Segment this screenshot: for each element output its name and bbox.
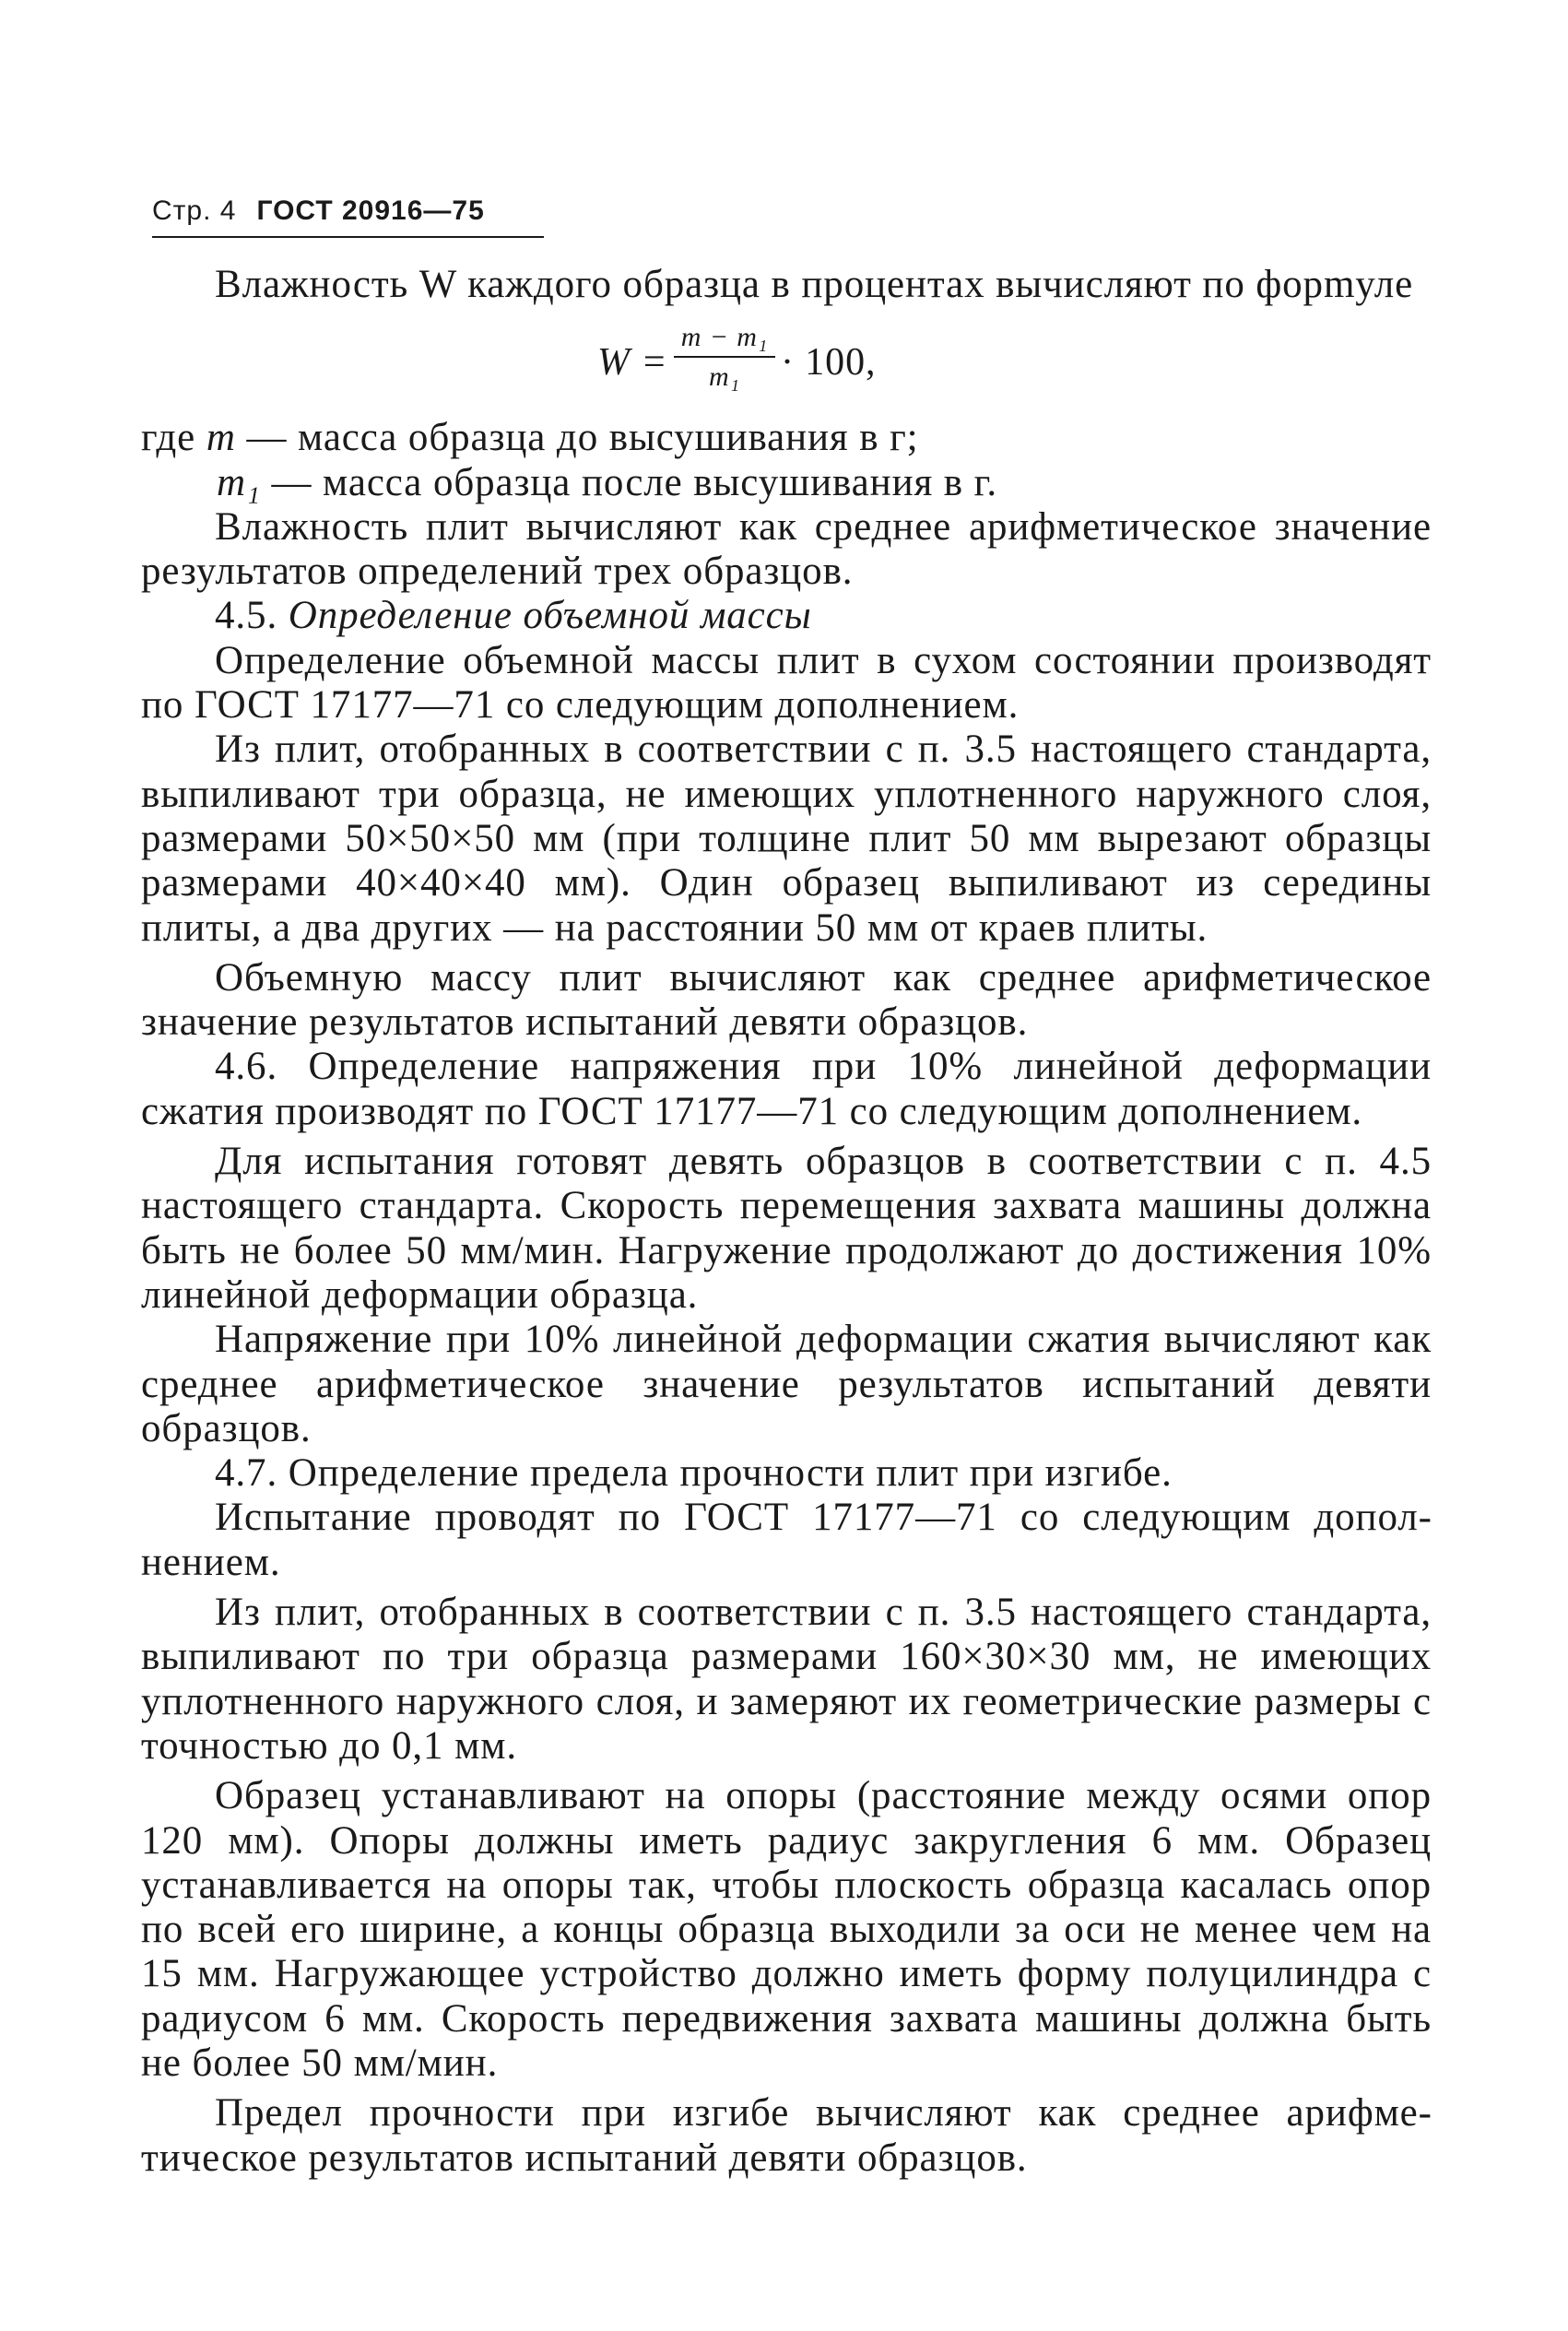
paragraph-density-method: Определение объемной массы плит в сухом состоянии производят по ГОСТ 17177—71 со следующим дополнением. <box>141 638 1432 728</box>
paragraph-density-average: Объемную массу плит вычисляют как среднее арифметическое значение результатов испытаний девяти образцов. <box>141 955 1432 1045</box>
section-4-5-number: 4.5. <box>215 594 278 638</box>
body-text <box>141 263 1432 2181</box>
variable-m: m <box>206 416 236 460</box>
paragraph-density-samples: Из плит, отобранных в соответствии с п. 3.5 настоящего стандарта, выпиливают три образца, не имеющих уплотненного наружного слоя, размерами 50×50×50 мм (при толщине плит 50 мм вырезают образцы размерами 40×40×40 мм). Один образец выпиливают из середины плиты, а два других — на расстоянии 50 мм от краев плиты. <box>141 728 1432 950</box>
paragraph-compression-test: Для испытания готовят девять образцов в соответствии с п. 4.5 настоящего стандарта. Скорость перемещения захвата машины должна быть не более 50 мм/мин. Нагружение продолжают до достижения 10% линейной деформации образца. <box>141 1140 1432 1317</box>
fraction-bar <box>674 356 775 358</box>
paragraph-bending-method: Испытание проводят по ГОСТ 17177—71 со следующим дополнением. <box>141 1496 1432 1584</box>
paragraph-bending-setup: Образец устанавливают на опоры (расстояние между осями опор 120 мм). Опоры должны иметь радиус закругления 6 мм. Образец устанавливается на опоры так, чтобы плоскость образца касалась опор по всей его ширине, а концы образца выходили за оси не менее чем на 15 мм. Нагружающее устройство должно иметь форму полуцилиндра с радиусом 6 мм. Скорость передвижения захвата машины должна быть не более 50 мм/мин. <box>141 1774 1432 2085</box>
section-4-7-heading: 4.7. Определение предела прочности плит при изгибе. <box>215 1451 1173 1496</box>
definition-m <box>141 416 1432 460</box>
header-rule <box>152 236 544 238</box>
paragraph-bending-samples: Из плит, отобранных в соответствии с п. 3.5 настоящего стандарта, выпиливают по три образца размерами 160×30×30 мм, не имеющих уплотненного наружного слоя, и замеряют их геометрические размеры с точностью до 0,1 мм. <box>141 1591 1432 1768</box>
variable-m1: m₁ <box>217 460 261 504</box>
definition-m1 <box>141 461 1432 505</box>
formula-rhs: · 100, <box>781 341 877 385</box>
paragraph-moisture-intro: Влажность W каждого образца в процентах вычисляют по форmуле <box>215 263 1414 306</box>
definition-prefix: где <box>141 416 196 460</box>
section-4-5-heading <box>141 594 1432 638</box>
moisture-formula <box>141 320 1432 405</box>
formula-numerator: m − m₁ <box>680 322 769 353</box>
section-4-6-paragraph: 4.6. Определение напряжения при 10% линейной деформации сжатия производят по ГОСТ 17177—71 со следующим дополнением. <box>141 1045 1432 1133</box>
formula-lhs: W = <box>597 341 668 385</box>
document-code: ГОСТ 20916—75 <box>256 195 485 226</box>
definition-m1-text: — масса образца после высушивания в г. <box>260 460 998 504</box>
formula-denominator: m₁ <box>709 361 740 393</box>
paragraph-compression-average: Напряжение при 10% линейной деформации сжатия вычисляют как среднее арифметическое значение результатов испытаний девяти образцов. <box>141 1318 1432 1450</box>
page-number-label: Стр. 4 <box>152 195 237 226</box>
paragraph-moisture-average: Влажность плит вычисляют как среднее арифметическое значение результатов определений трех образцов. <box>141 504 1432 594</box>
formula-fraction <box>674 322 775 393</box>
definition-m-text: — масса образца до высушивания в г; <box>235 416 919 460</box>
page-header <box>152 195 485 227</box>
paragraph-bending-average: Предел прочности при изгибе вычисляют как среднее арифметическое результатов испытаний девяти образцов. <box>141 2091 1432 2180</box>
section-4-5-title: Определение объемной массы <box>288 594 812 638</box>
